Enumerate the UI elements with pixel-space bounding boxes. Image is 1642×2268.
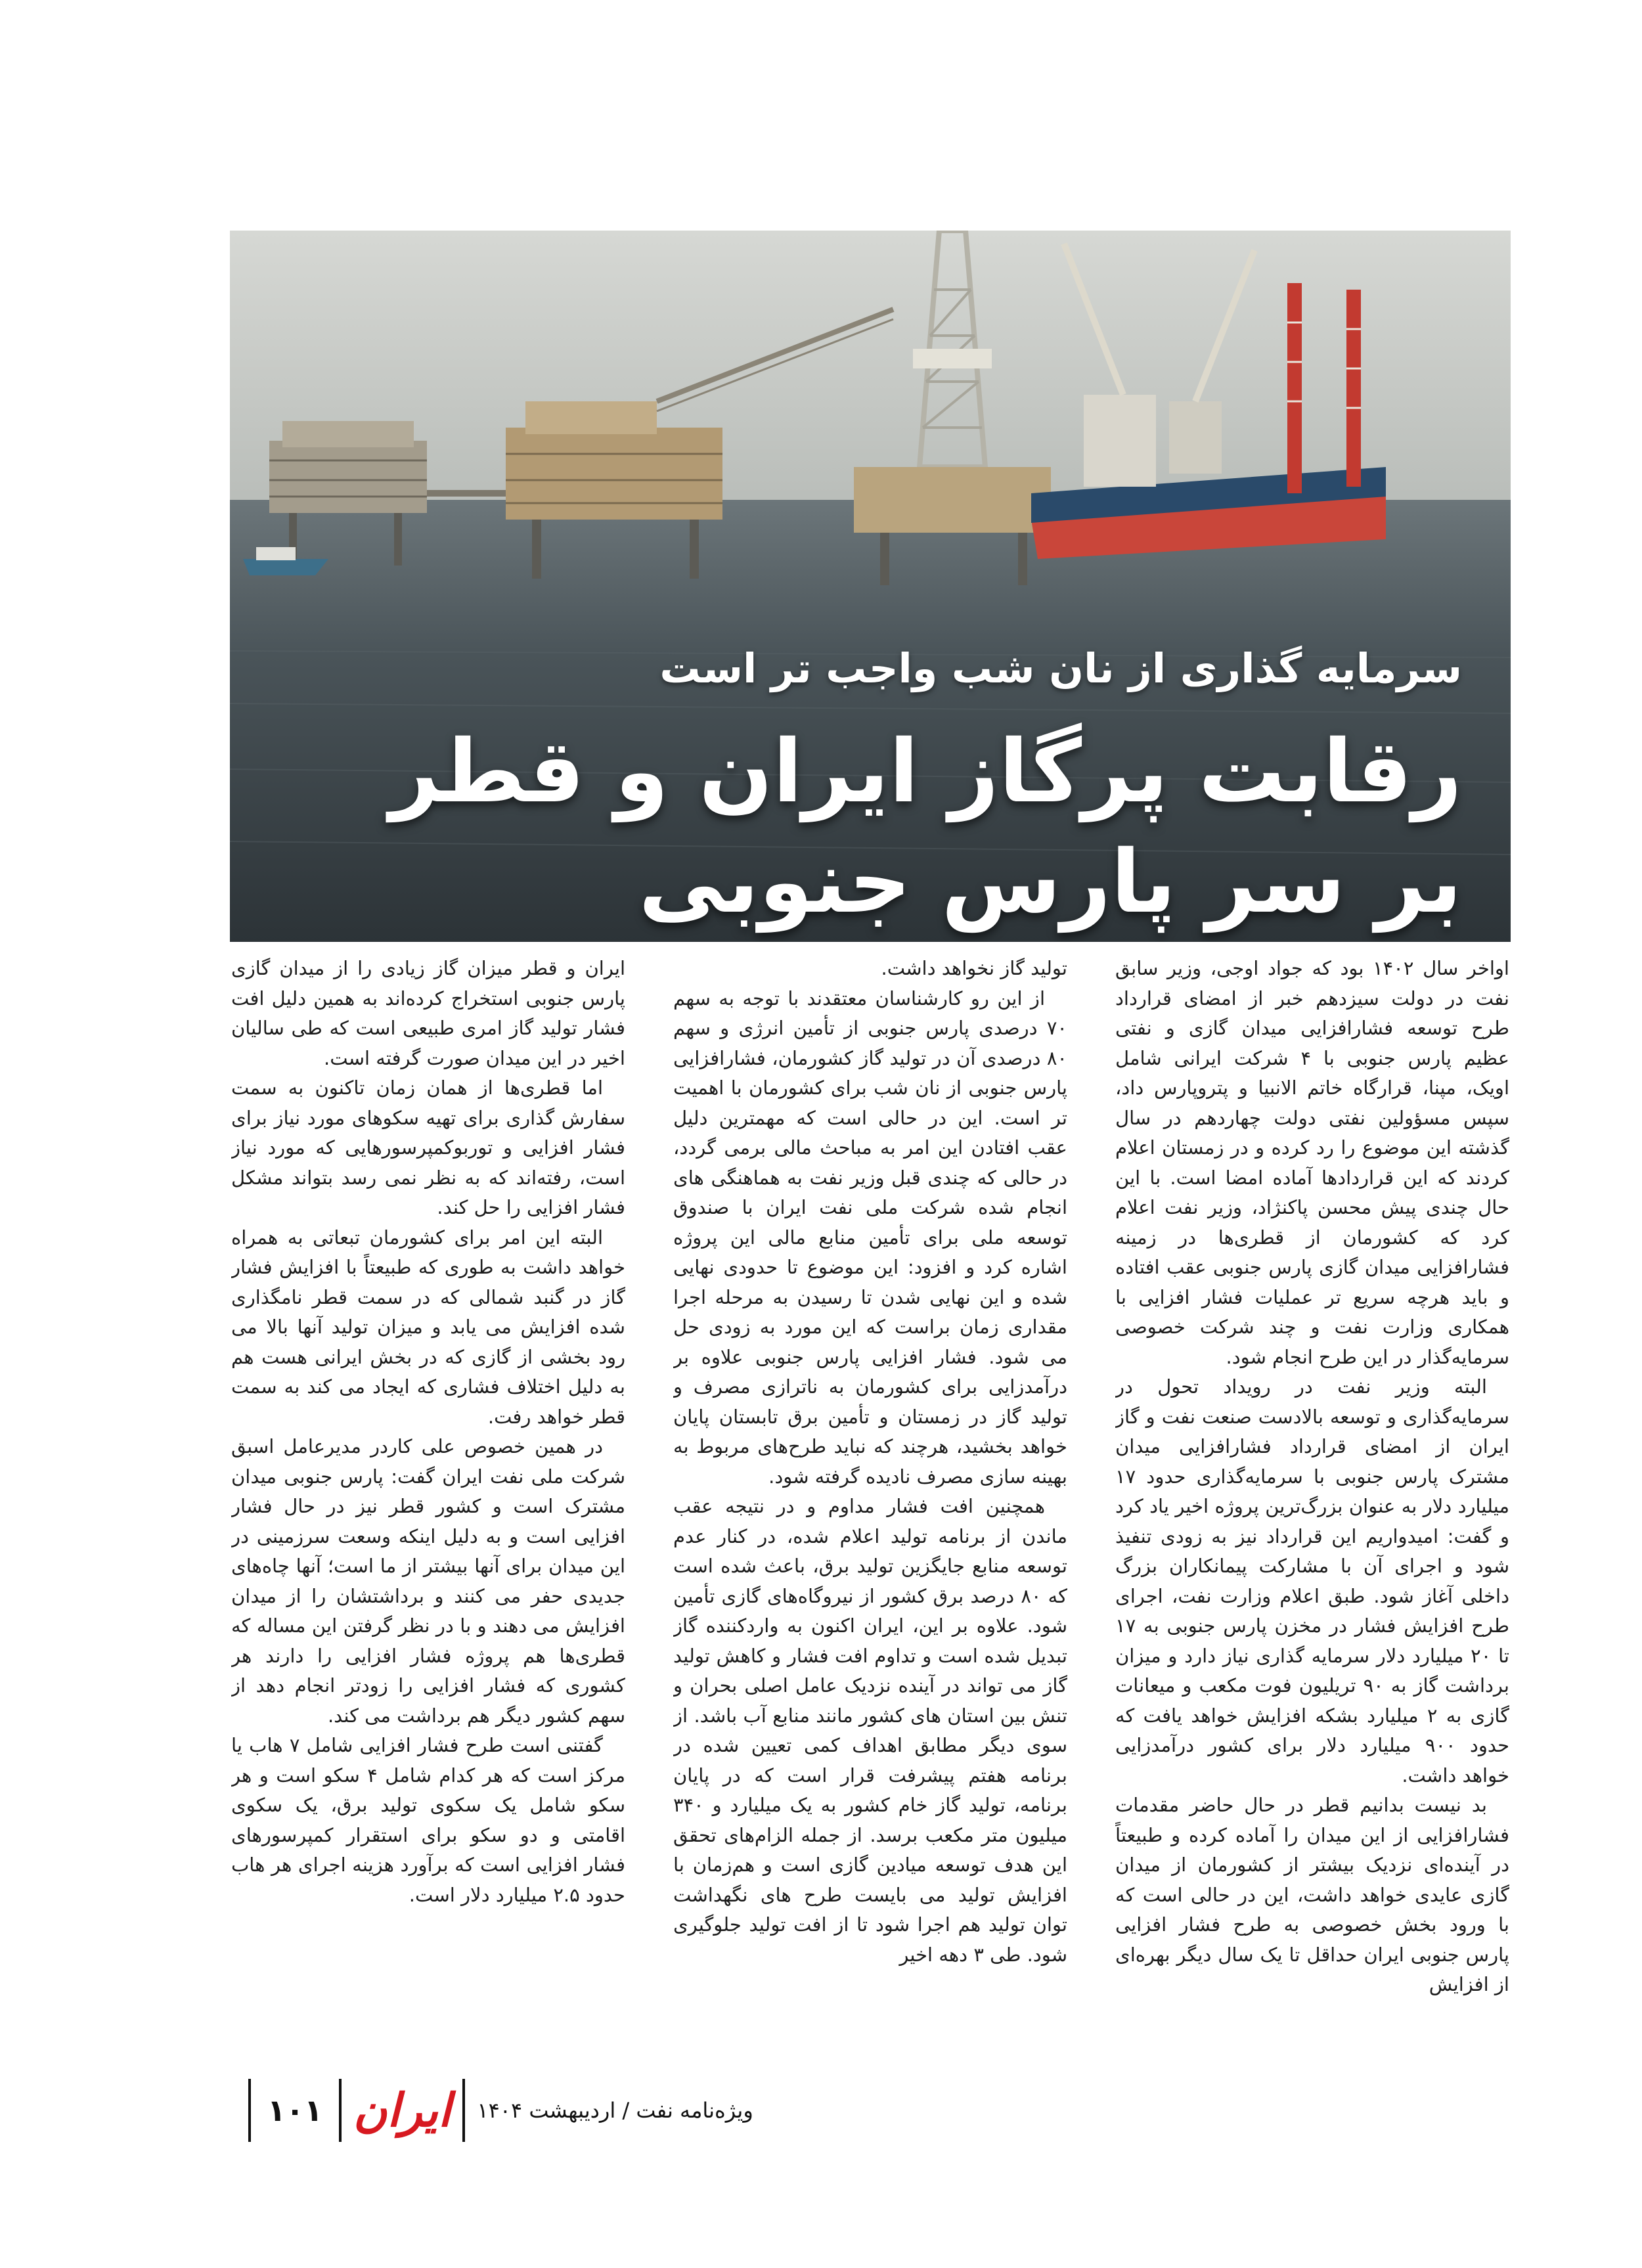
headline-line-1: رقابت پرگاز ایران و قطر — [389, 721, 1462, 822]
footer-divider — [248, 2079, 251, 2142]
paragraph: در همین خصوص علی کاردر مدیرعامل اسبق شرکت ملی نفت ایران گفت: پارس جنوبی میدان مشترک است و کشور قطر نیز در حال فشار افزایی است و به دلیل اینکه وسعت سرزمینی در این میدان برای آنها بیشتر از ما است؛ آنها چاه‌های جدیدی حفر می کنند و برداشتشان را از میدان افزایش می دهند و با در نظر گرفتن این مساله که قطری‌ها هم پروژه فشار افزایی را دارند هر کشوری که فشار افزایی را زودتر انجام دهد از سهم کشور دیگر هم برداشت می کند. — [231, 1435, 625, 1727]
paragraph: اواخر سال ۱۴۰۲ بود که جواد اوجی، وزیر سابق نفت در دولت سیزدهم خبر از امضای قرارداد طرح توسعه فشارافزایی میدان گازی و نفتی عظیم پارس جنوبی با ۴ شرکت ایرانی شامل اویک، مپنا، قرارگاه خاتم الانبیا و پتروپارس داد، سپس مسؤولین نفتی دولت چهاردهم در سال گذشته این موضوع را رد کرده و در زمستان اعلام کردند که این قراردادها آماده امضا است. با این حال چندی پیش محسن پاکنژاد، وزیر نفت اعلام کرد که کشورمان از قطری‌ها در زمینه فشارافزایی میدان گازی پارس جنوبی عقب افتاده و باید هرچه سریع تر عملیات فشار افزایی با همکاری وزارت نفت و چند شرکت خصوصی سرمایه‌گذار در این طرح انجام شود. — [1115, 957, 1509, 1368]
paragraph: البته این امر برای کشورمان تبعاتی به همراه خواهد داشت به طوری که طبیعتاً با افزایش فشار گاز در گنبد شمالی که در سمت قطر نامگذاری شده افزایش می یابد و میزان تولید آنها بالا می رود بخشی از گازی که در بخش ایرانی هست هم به دلیل اختلاف فشاری که ایجاد می کند به سمت قطر خواهد رفت. — [231, 1226, 625, 1428]
column-2 — [673, 954, 1067, 2001]
paragraph: همچنین افت فشار مداوم و در نتیجه عقب ماندن از برنامه تولید اعلام شده، در کنار عدم توسعه منابع جایگزین تولید برق، باعث شده است که ۸۰ درصد برق کشور از نیروگاه‌های گازی تأمین شود. علاوه بر این، ایران اکنون به واردکننده گاز تبدیل شده است و تداوم افت فشار و کاهش تولید گاز می تواند در آینده نزدیک عامل اصلی بحران و تنش بین استان های کشور مانند منابع آب باشد. از سوی دیگر مطابق اهداف کمی تعیین شده در برنامه هفتم پیشرفت قرار است که در پایان برنامه، تولید گاز خام کشور به یک میلیارد و ۳۴۰ میلیون متر مکعب برسد. از جمله الزام‌های تحقق این هدف توسعه میادین گازی است و هم‌زمان با افزایش تولید می بایست طرح های نگهداشت توان تولید هم اجرا شود تا از افت تولید جلوگیری شود. طی ۳ دهه اخیر — [673, 1495, 1067, 1966]
footer-divider — [339, 2079, 342, 2142]
paragraph: ایران و قطر میزان گاز زیادی را از میدان گازی پارس جنوبی استخراج کرده‌اند به همین دلیل افت فشار تولید گاز امری طبیعی است که طی سالیان اخیر در این میدان صورت گرفته است. — [231, 957, 625, 1069]
paragraph: تولید گاز نخواهد داشت. — [881, 957, 1067, 979]
column-3 — [231, 954, 625, 2001]
article-headline — [389, 717, 1462, 937]
article-kicker: سرمایه گذاری از نان شب واجب تر است — [659, 644, 1462, 692]
magazine-logo: ایران — [353, 2083, 451, 2137]
hero-photo — [230, 231, 1511, 942]
headline-line-2: بر سر پارس جنوبی — [638, 832, 1462, 933]
paragraph: البته وزیر نفت در رویداد تحول در سرمایه‌گذاری و توسعه بالادست صنعت نفت و گاز ایران از امضای قرارداد فشارافزایی میدان مشترک پارس جنوبی با سرمایه‌گذاری حدود ۱۷ میلیارد دلار به عنوان بزرگ‌ترین پروژه اخیر یاد کرد و گفت: امیدواریم این قرارداد نیز به زودی تنفیذ شود و اجرای آن با مشارکت پیمانکاران بزرگ داخلی آغاز شود. طبق اعلام وزارت نفت، اجرای طرح افزایش فشار در مخزن پارس جنوبی به ۱۷ تا ۲۰ میلیارد دلار سرمایه گذاری نیاز دارد و میزان برداشت گاز به ۹۰ تریلیون فوت مکعب و میعانات گازی به ۲ میلیارد بشکه افزایش خواهد یافت که حدود ۹۰۰ میلیارد دلار برای کشور درآمدزایی خواهد داشت. — [1115, 1375, 1509, 1787]
paragraph: اما قطری‌ها از همان زمان تاکنون به سمت سفارش گذاری برای تهیه سکوهای مورد نیاز برای فشار افزایی و توربوکمپرسورهایی که مورد نیاز است، رفته‌اند که به نظر نمی رسد بتواند مشکل فشار افزایی را حل کند. — [231, 1077, 625, 1218]
paragraph: بد نیست بدانیم قطر در حال حاضر مقدمات فشارافزایی از این میدان را آماده کرده و طبیعتاً در آینده‌ای نزدیک بیشتر از کشورمان از میدان گازی عایدی خواهد داشت، این در حالی است که با ورود بخش خصوصی به طرح فشار افزایی پارس جنوبی ایران حداقل تا یک سال دیگر بهره‌ای از افزایش — [1115, 1794, 1509, 1995]
footer-divider — [462, 2079, 465, 2142]
article-body — [231, 954, 1509, 2001]
paragraph: از این رو کارشناسان معتقدند با توجه به سهم ۷۰ درصدی پارس جنوبی از تأمین انرژی و سهم ۸۰ درصدی آن در تولید گاز کشورمان، فشارافزایی پارس جنوبی از نان شب برای کشورمان با اهمیت تر است. این در حالی است که مهمترین دلیل عقب افتادن این امر به مباحث مالی برمی گردد، در حالی که چندی قبل وزیر نفت به هماهنگی های انجام شده شرکت ملی نفت ایران با صندوق توسعه ملی برای تأمین منابع مالی این پروژه اشاره کرد و افزود: این موضوع تا حدودی نهایی شده و این نهایی شدن تا رسیدن به مرحله اجرا مقداری زمان براست که این مورد به زودی حل می شود. فشار افزایی پارس جنوبی علاوه بر درآمدزایی برای کشورمان به ناترازی مصرف و تولید گاز در زمستان و تأمین برق تابستان پایان خواهد بخشید، هرچند که نباید طرح‌های مربوط به بهینه سازی مصرف نادیده گرفته شود. — [673, 987, 1067, 1488]
column-1 — [1115, 954, 1509, 2001]
issue-label: ویژه‌نامه نفت / اردیبهشت ۱۴۰۴ — [477, 2098, 753, 2123]
page-footer — [236, 2078, 753, 2143]
page-number: ۱۰۱ — [267, 2093, 323, 2128]
paragraph: گفتنی است طرح فشار افزایی شامل ۷ هاب یا مرکز است که هر کدام شامل ۴ سکو است و هر سکو شامل یک سکوی تولید برق، یک سکوی اقامتی و دو سکو برای استقرار کمپرسورهای فشار افزایی است که برآورد هزینه اجرای هر هاب حدود ۲.۵ میلیارد دلار است. — [231, 1734, 625, 1906]
